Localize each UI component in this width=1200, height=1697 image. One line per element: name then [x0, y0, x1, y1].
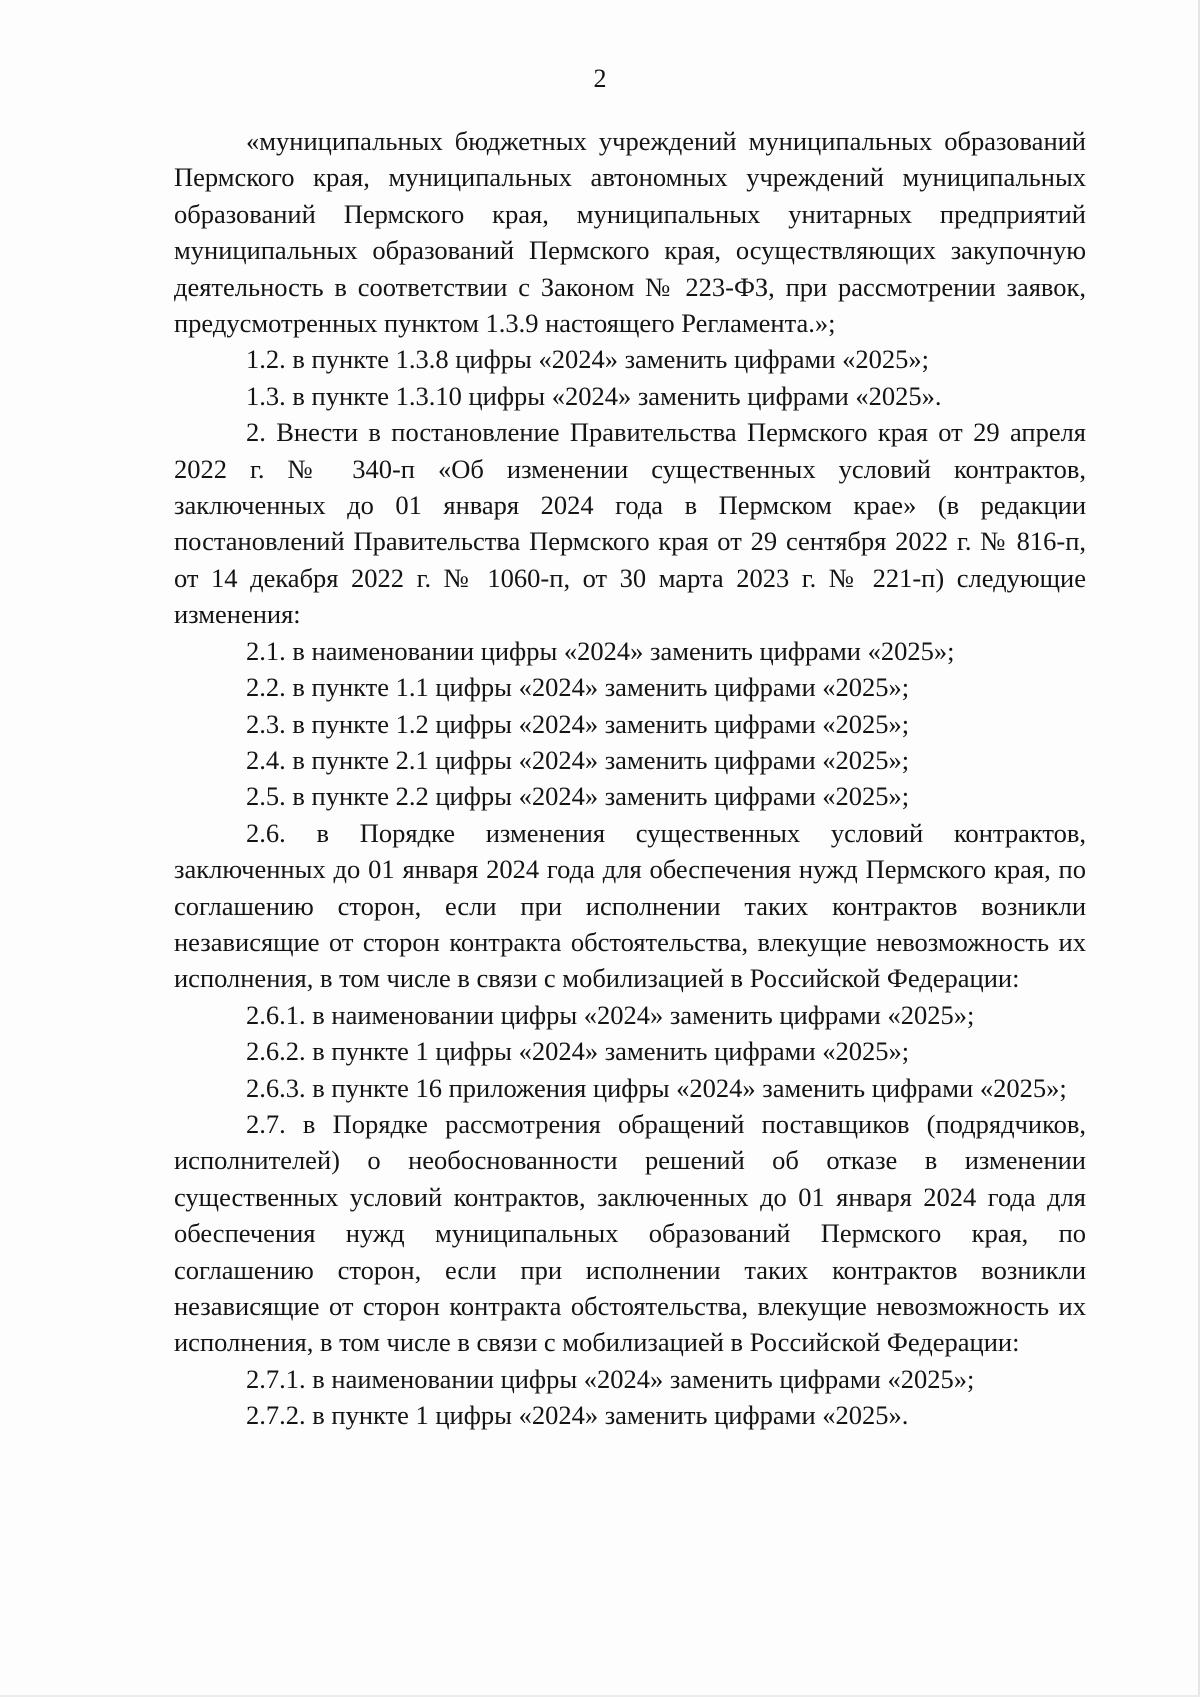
paragraph-2-6-3: 2.6.3. в пункте 16 приложения цифры «2024» заменить цифрами «2025»;: [246, 1072, 1067, 1103]
paragraph-2-1: 2.1. в наименовании цифры «2024» заменить цифрами «2025»;: [246, 635, 955, 666]
paragraph-2-6-2: 2.6.2. в пункте 1 цифры «2024» заменить цифрами «2025»;: [246, 1036, 910, 1067]
paragraph-2-5: 2.5. в пункте 2.2 цифры «2024» заменить цифрами «2025»;: [246, 781, 910, 812]
paragraph-2-3: 2.3. в пункте 1.2 цифры «2024» заменить цифрами «2025»;: [246, 708, 910, 739]
document-body: [174, 123, 1086, 1434]
paragraph-2-6-1: 2.6.1. в наименовании цифры «2024» заменить цифрами «2025»;: [246, 999, 975, 1030]
paragraph-1-2: 1.2. в пункте 1.3.8 цифры «2024» заменить цифрами «2025»;: [246, 344, 929, 375]
paragraph-2-7: 2.7. в Порядке рассмотрения обращений поставщиков (подрядчиков, исполнителей) о необоснованности решений об отказе в изменении существенных условий контрактов, заключенных до 01 января 2024 года для обеспечения нужд муниципальных образований Пермского края, по соглашению сторон, если при исполнении таких контрактов возникли независящие от сторон контракта обстоятельства, влекущие невозможность их исполнения, в том числе в связи с мобилизацией в Российской Федерации:: [174, 1108, 1086, 1358]
paragraph-2-4: 2.4. в пункте 2.1 цифры «2024» заменить цифрами «2025»;: [246, 744, 910, 775]
paragraph-2-7-1: 2.7.1. в наименовании цифры «2024» заменить цифрами «2025»;: [246, 1363, 975, 1394]
paragraph-2-2: 2.2. в пункте 1.1 цифры «2024» заменить цифрами «2025»;: [246, 672, 910, 703]
page-number: 2: [593, 64, 607, 93]
paragraph-2-6: 2.6. в Порядке изменения существенных условий контрактов, заключенных до 01 января 2024 года для обеспечения нужд Пермского края, по соглашению сторон, если при исполнении таких контрактов возникли независящие от сторон контракта обстоятельства, влекущие невозможность их исполнения, в том числе в связи с мобилизацией в Российской Федерации:: [174, 817, 1086, 994]
paragraph-1-3: 1.3. в пункте 1.3.10 цифры «2024» заменить цифрами «2025».: [246, 380, 942, 411]
paragraph-regulation-continuation: «муниципальных бюджетных учреждений муниципальных образований Пермского края, муниципальных автономных учреждений муниципальных образований Пермского края, муниципальных унитарных предприятий муниципальных образований Пермского края, осуществляющих закупочную деятельность в соответствии с Законом № 223-ФЗ, при рассмотрении заявок, предусмотренных пунктом 1.3.9 настоящего Регламента.»;: [174, 126, 1086, 339]
paragraph-2: 2. Внести в постановление Правительства Пермского края от 29 апреля 2022 г. № 340-п «Об изменении существенных условий контрактов, заключенных до 01 января 2024 года в Пермском крае» (в редакции постановлений Правительства Пермского края от 29 сентября 2022 г. № 816-п, от 14 декабря 2022 г. № 1060-п, от 30 марта 2023 г. № 221-п) следующие изменения:: [174, 417, 1086, 630]
paragraph-2-7-2: 2.7.2. в пункте 1 цифры «2024» заменить цифрами «2025».: [246, 1400, 909, 1431]
